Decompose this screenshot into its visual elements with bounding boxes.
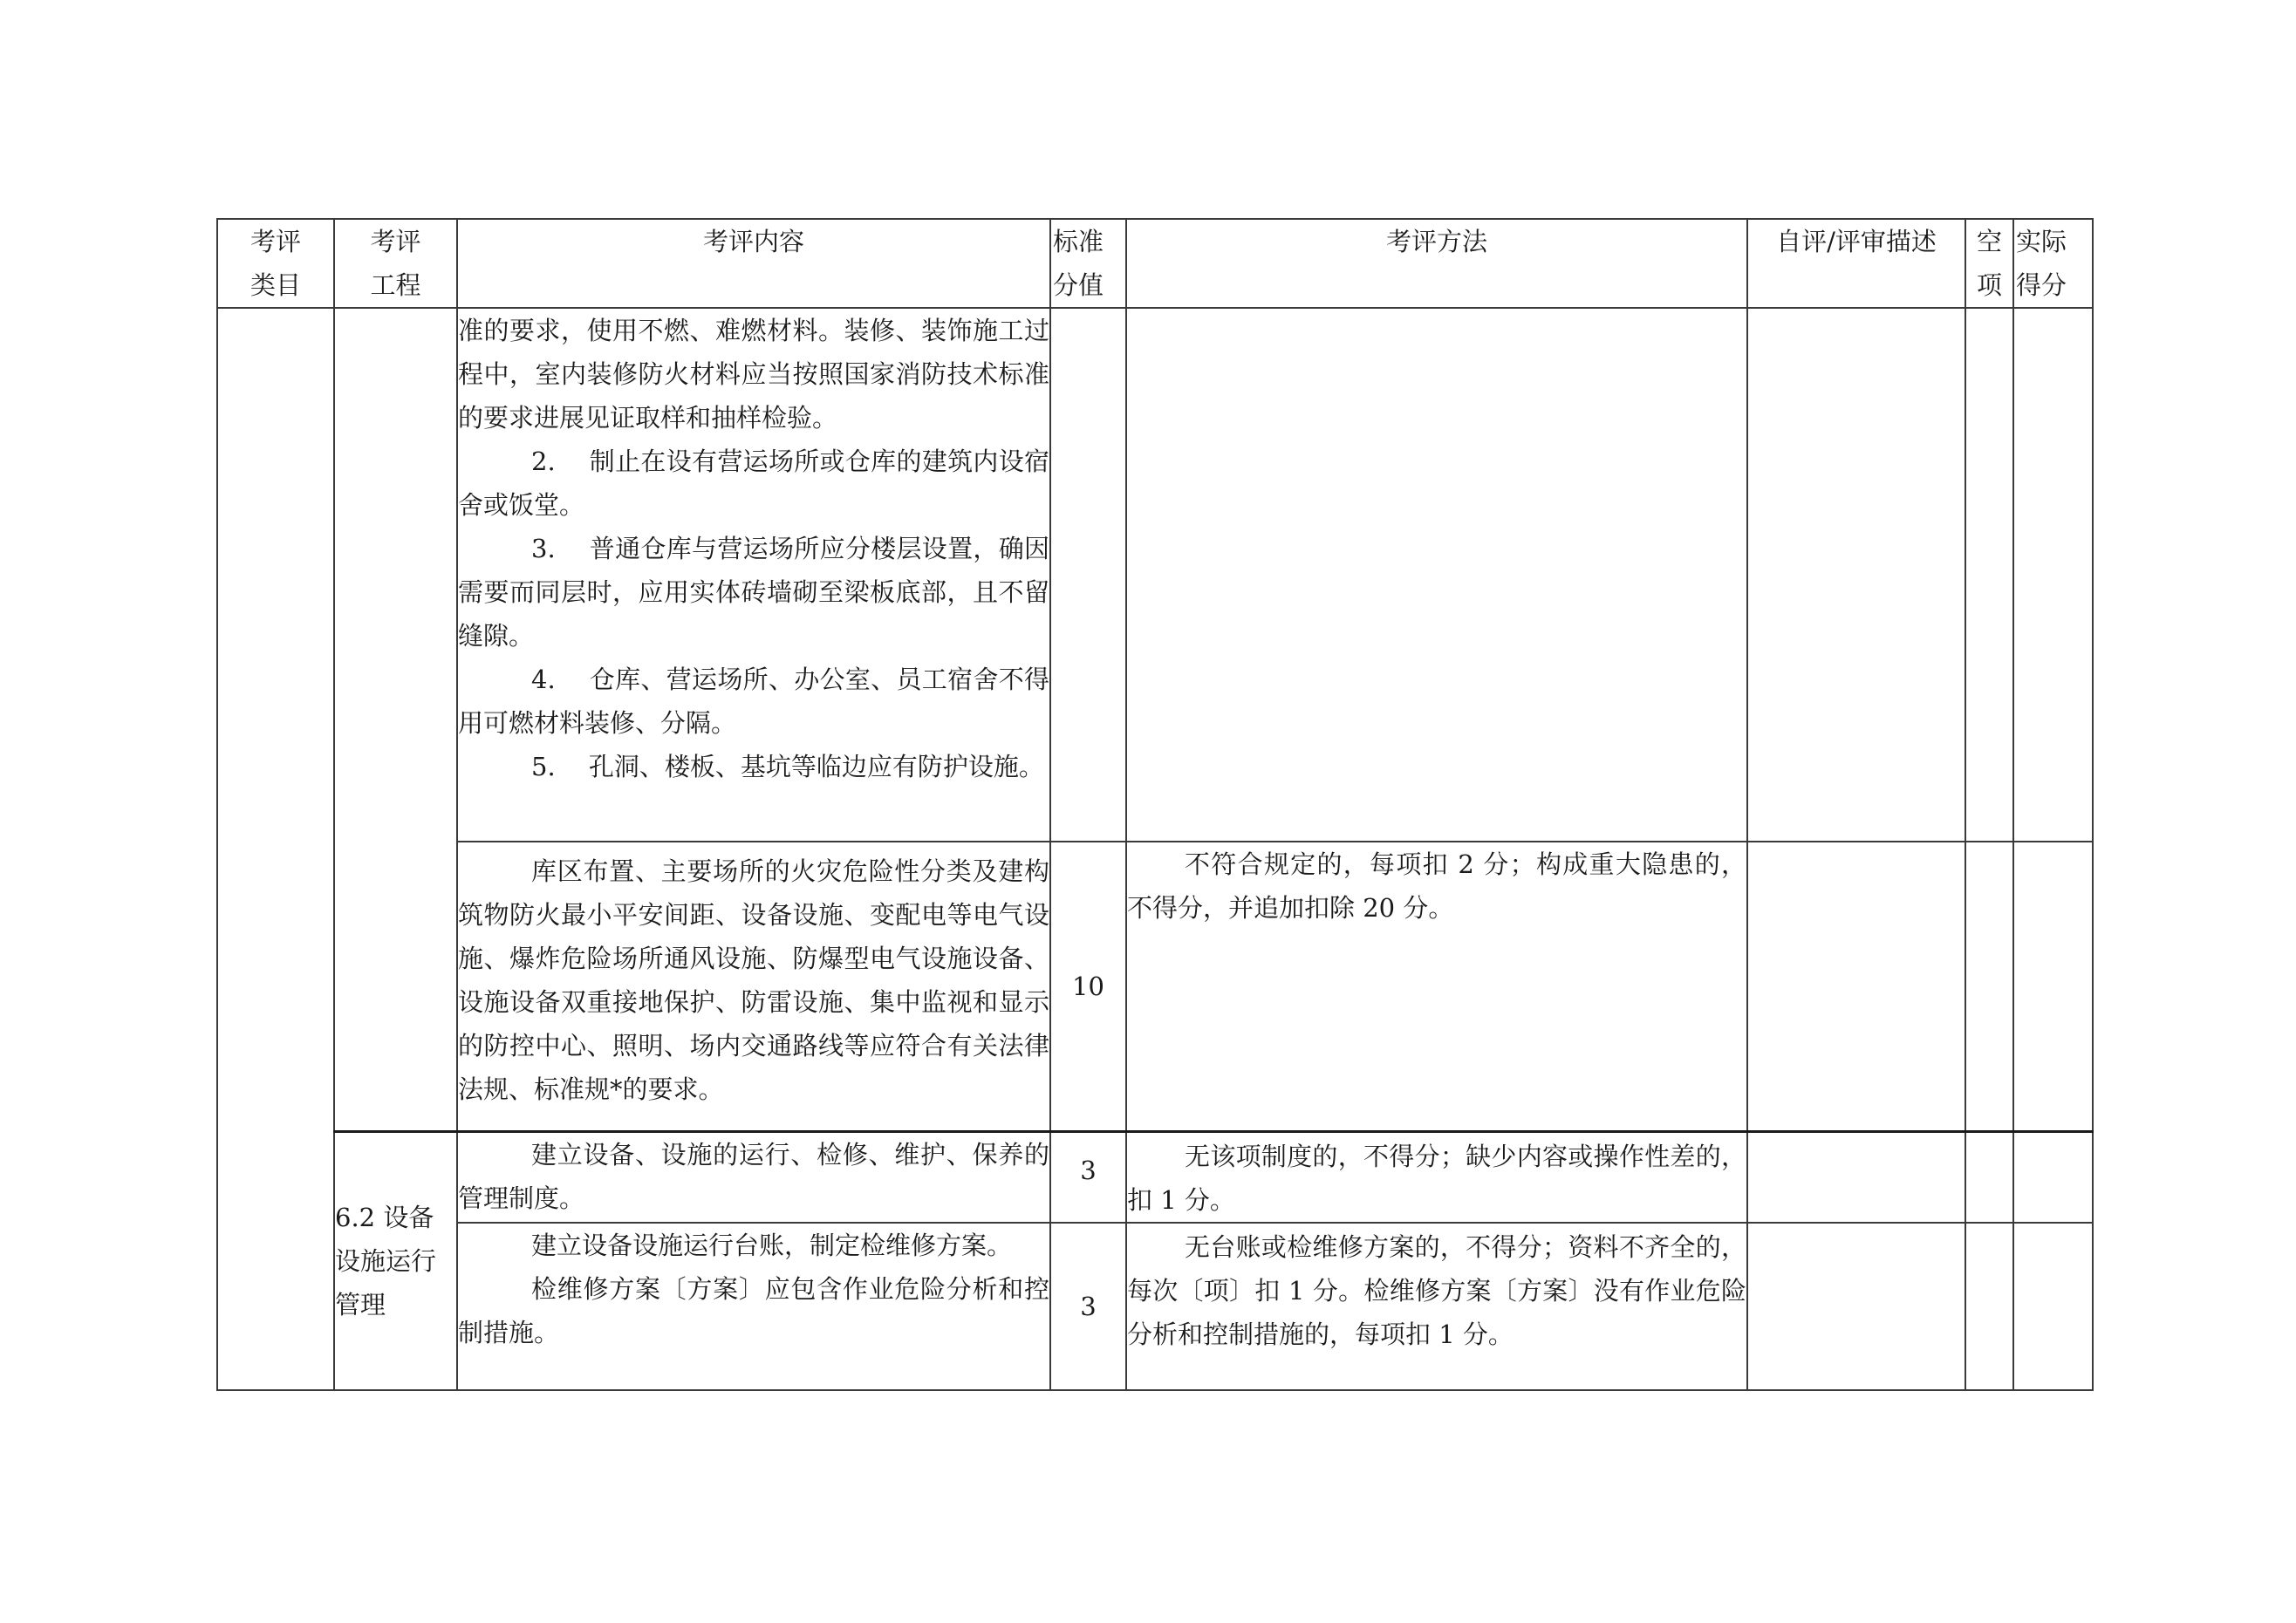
- empty-cell: [1965, 1223, 2013, 1390]
- content-text: 准的要求，使用不燃、难燃材料。装修、装饰施工过程中，室内装修防火材料应当按照国家消防技术标准的要求进展见证取样和抽样检验。: [458, 316, 1049, 433]
- table-row: [217, 1131, 2093, 1223]
- content-text: 5. 孔洞、楼板、基坑等临边应有防护设施。: [531, 752, 1044, 781]
- category-cell: [217, 308, 334, 1390]
- content-text: 2. 制止在设有营运场所或仓库的建筑内设宿舍或饭堂。: [458, 447, 1049, 520]
- content-text: 建立设备、设施的运行、检修、维护、保养的管理制度。: [458, 1139, 1049, 1213]
- header-actual: 实际 得分: [2013, 219, 2093, 308]
- empty-cell: [1965, 1131, 2013, 1223]
- header-row: [217, 219, 2093, 308]
- self-eval-cell: [1747, 842, 1965, 1131]
- header-score: 标准 分值: [1050, 219, 1126, 308]
- self-eval-cell: [1747, 1131, 1965, 1223]
- method-cell: [1126, 1223, 1747, 1390]
- content-cell: [457, 1223, 1050, 1390]
- content-text: 4. 仓库、营运场所、办公室、员工宿舍不得用可燃材料装修、分隔。: [458, 665, 1049, 738]
- content-cell: [457, 842, 1050, 1131]
- table-row: [217, 842, 2093, 1131]
- score-cell: [1050, 308, 1126, 842]
- project-cell: 6.2 设备设施运行管理: [334, 1131, 457, 1390]
- empty-cell: [1965, 308, 2013, 842]
- method-cell: [1126, 842, 1747, 1131]
- content-text: 检维修方案〔方案〕应包含作业危险分析和控制措施。: [458, 1273, 1049, 1347]
- header-content: 考评内容: [457, 219, 1050, 308]
- actual-score-cell: [2013, 308, 2093, 842]
- actual-score-cell: [2013, 1223, 2093, 1390]
- header-empty: 空 项: [1965, 219, 2013, 308]
- self-eval-cell: [1747, 1223, 1965, 1390]
- method-cell: [1126, 1131, 1747, 1223]
- method-text: 无台账或检维修方案的，不得分；资料不齐全的，每次〔项〕扣 1 分。检维修方案〔方案〕没有作业危险分析和控制措施的，每项扣 1 分。: [1127, 1231, 1746, 1349]
- method-cell: [1126, 308, 1747, 842]
- score-cell: 10: [1050, 842, 1126, 1131]
- header-category: 考评 类目: [217, 219, 334, 308]
- content-text: 建立设备设施运行台账，制定检维修方案。: [531, 1230, 1013, 1260]
- self-eval-cell: [1747, 308, 1965, 842]
- table-row: [217, 1223, 2093, 1390]
- method-text: 无该项制度的，不得分；缺少内容或操作性差的，扣 1 分。: [1127, 1141, 1746, 1215]
- score-cell: 3: [1050, 1223, 1126, 1390]
- header-self-eval: 自评/评审描述: [1747, 219, 1965, 308]
- table-row: [217, 308, 2093, 842]
- project-cell: [334, 308, 457, 1131]
- header-project: 考评 工程: [334, 219, 457, 308]
- method-text: 不符合规定的，每项扣 2 分；构成重大隐患的，不得分，并追加扣除 20 分。: [1127, 849, 1746, 923]
- evaluation-table: [216, 218, 2094, 1391]
- empty-cell: [1965, 842, 2013, 1131]
- score-cell: 3: [1050, 1131, 1126, 1223]
- actual-score-cell: [2013, 1131, 2093, 1223]
- content-text: 3. 普通仓库与营运场所应分楼层设置，确因需要而同层时，应用实体砖墙砌至梁板底部，且不留缝隙。: [458, 534, 1049, 651]
- content-text: 库区布置、主要场所的火灾危险性分类及建构筑物防火最小平安间距、设备设施、变配电等电气设施、爆炸危险场所通风设施、防爆型电气设施设备、设施设备双重接地保护、防雷设施、集中监视和显示的防控中心、照明、场内交通路线等应符合有关法律法规、标准规*的要求。: [458, 856, 1049, 1104]
- content-cell: [457, 308, 1050, 842]
- actual-score-cell: [2013, 842, 2093, 1131]
- header-method: 考评方法: [1126, 219, 1747, 308]
- content-cell: [457, 1131, 1050, 1223]
